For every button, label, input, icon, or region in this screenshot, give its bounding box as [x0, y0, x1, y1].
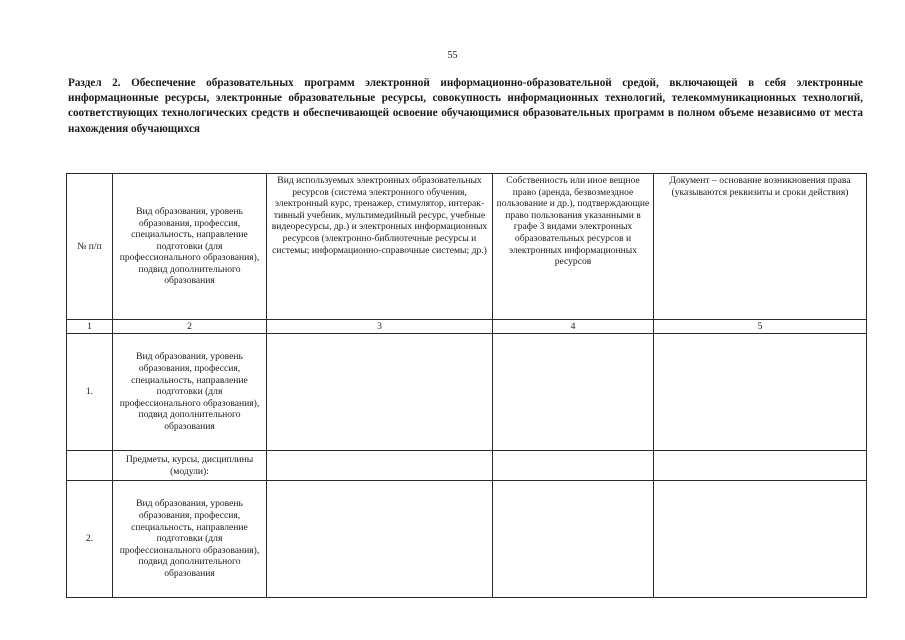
header-cell-document: Документ – основание возникновения права (указываются реквизиты и сроки действия)	[654, 174, 867, 320]
row-description-cell: Вид образования, уровень образования, профессия, специальность, направление подготовки (для профессионального образования), подвид дополнительного образования	[113, 334, 267, 451]
empty-cell	[267, 334, 493, 451]
table-header-row	[67, 174, 867, 320]
row-description-cell: Предметы, курсы, дисциплины (модули):	[113, 451, 267, 481]
empty-cell	[267, 481, 493, 598]
empty-cell	[493, 451, 654, 481]
empty-cell	[654, 481, 867, 598]
empty-cell	[493, 334, 654, 451]
table-row	[67, 451, 867, 481]
header-cell-resource-type: Вид используемых электронных образовательных ресурсов (система электронного обучения, электронный курс, тренажер, стимулятор, интерак-тивный учебник, мультимедийный ресурс, учебные видеоресурсы, др.) и электронных информационных ресурсов (электронно-библиотечные ресурсы и системы; информационно-справочные системы; др.)	[267, 174, 493, 320]
row-description-cell: Вид образования, уровень образования, профессия, специальность, направление подготовки (для профессионального образования), подвид дополнительного образования	[113, 481, 267, 598]
empty-cell	[267, 451, 493, 481]
column-number-cell: 5	[654, 320, 867, 334]
section-heading: Раздел 2. Обеспечение образовательных программ электронной информационно-образовательной средой, включающей в себя электронные информационные ресурсы, электронные образовательные ресурсы, совокупность информационных технологий, телекоммуникационных технологий, соответствующих технологических средств и обеспечивающей освоение обучающимися образовательных программ в полном объеме независимо от места нахождения обучающихся	[68, 77, 863, 135]
column-number-row	[67, 320, 867, 334]
column-number-cell: 3	[267, 320, 493, 334]
header-cell-ownership: Собственность или иное вещное право (аренда, безвозмездное пользование и др.), подтверждающие право пользования указанными в графе 3 видами электронных образовательных ресурсов и электронных информационных ресурсов	[493, 174, 654, 320]
header-cell-education-type: Вид образования, уровень образования, профессия, специальность, направление подготовки (для профессионального образования), подвид дополнительного образования	[113, 174, 267, 320]
row-number-cell: 2.	[67, 481, 113, 598]
page-number: 55	[447, 50, 458, 61]
row-number-cell	[67, 451, 113, 481]
column-number-cell: 1	[67, 320, 113, 334]
table-row	[67, 481, 867, 598]
row-number-cell: 1.	[67, 334, 113, 451]
column-number-cell: 4	[493, 320, 654, 334]
table-row	[67, 334, 867, 451]
empty-cell	[654, 451, 867, 481]
column-number-cell: 2	[113, 320, 267, 334]
empty-cell	[654, 334, 867, 451]
empty-cell	[493, 481, 654, 598]
header-cell-number: № п/п	[67, 174, 113, 320]
resources-table	[66, 173, 867, 598]
